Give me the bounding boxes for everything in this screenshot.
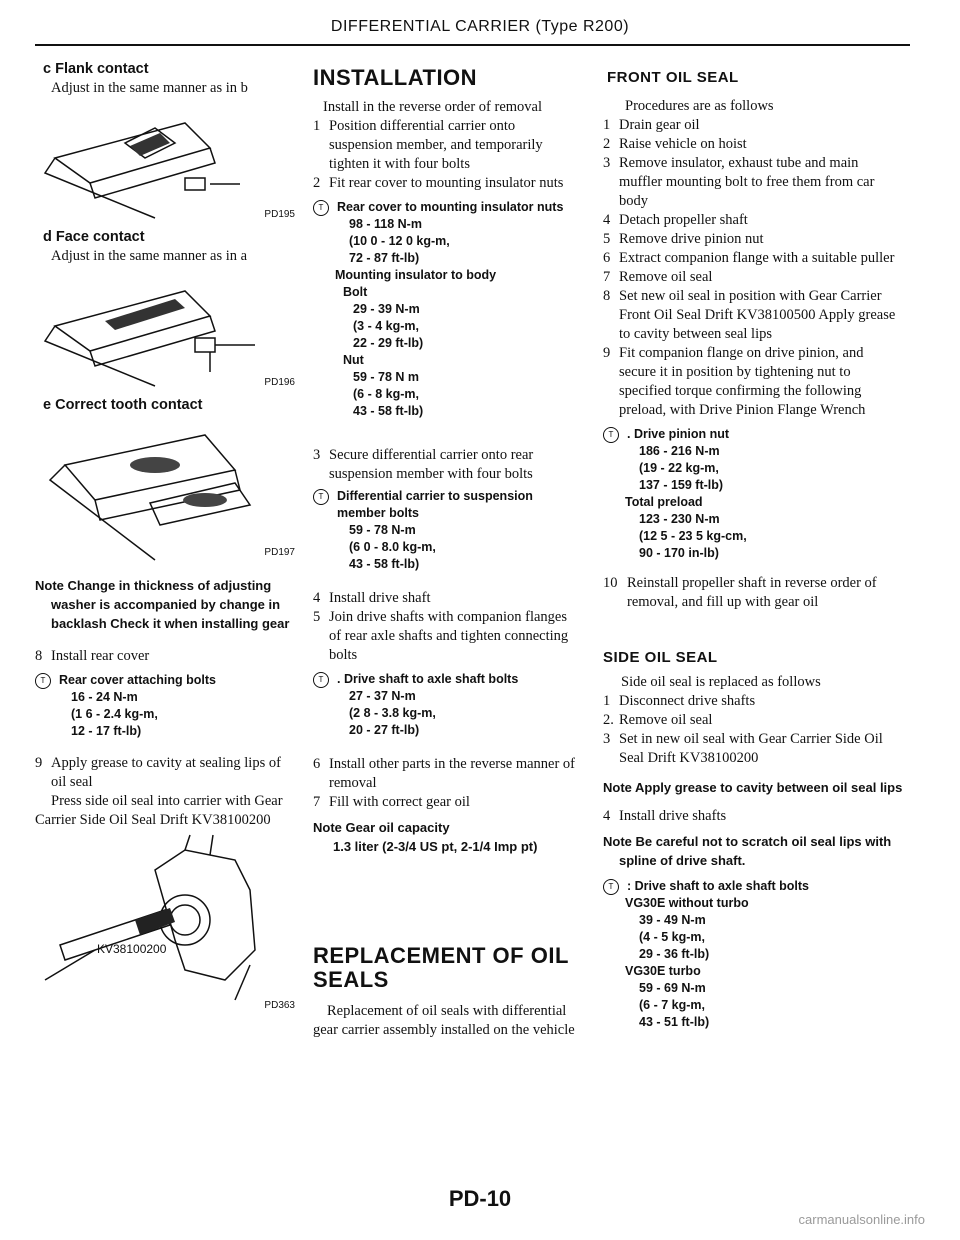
torque-wrench-icon: T [313,200,329,216]
install-intro: Install in the reverse order of removal [323,99,543,115]
front-step-5: 5 Remove drive pinion nut [603,231,764,247]
seal-drift-drawing [35,830,295,1015]
torque-wrench-icon: T [313,489,329,505]
front-step-3: 3 Remove insulator, exhaust tube and main muffler mounting bolt to free them from car body [603,155,875,209]
note-spline: Note Be careful not to scratch oil seal lips with spline of drive shaft. [603,834,892,868]
side-step-2: 2. Remove oil seal [603,712,713,728]
side-step-1: 1 Disconnect drive shafts [603,693,756,709]
tool-label: KV38100200 [97,942,167,956]
install-step-7: 7 Fill with correct gear oil [313,794,470,810]
install-step-5: 5 Join drive shafts with companion flanges of rear axle shafts and tighten connecting bolts [313,609,569,663]
note-oil-capacity-value: 1.3 liter (2-3/4 US pt, 2-1/4 Imp pt) [333,839,538,854]
torque-drive-pinion: T . Drive pinion nut 186 - 216 N-m (19 - 22 kg-m, 137 - 159 ft-lb) Total preload 123 - 230 N-m (12 5 - 23 5 kg-cm, 90 - 170 in-lb) [603,426,903,562]
front-step-10: 10 Reinstall propeller shaft in reverse order of removal, and fill up with gear oil [603,575,877,610]
note-oil-capacity-title: Note Gear oil capacity [313,820,450,835]
torque-side-drive-shaft: T : Drive shaft to axle shaft bolts VG30E without turbo 39 - 49 N-m (4 - 5 kg-m, 29 - 36 ft-lb) VG30E turbo 59 - 69 N-m (6 - 7 kg-m, 43 - 51 ft-lb) [603,878,903,1031]
torque-wrench-icon: T [603,879,619,895]
flank-contact-drawing [35,98,295,228]
front-step-7: 7 Remove oil seal [603,269,713,285]
column-middle [313,60,578,1040]
torque-rear-cover-insulator: T Rear cover to mounting insulator nuts 98 - 118 N-m (10 0 - 12 0 kg-m, 72 - 87 ft-lb) Mounting insulator to body Bolt 29 - 39 N-m (3 - 4 kg-m, 22 - 29 ft-lb) Nut 59 - 78 N m (6 - 8 kg-m, 43 - 58 ft-lb) [313,199,578,420]
d-title: d Face contact [43,229,145,245]
step-9: 9 Apply grease to cavity at sealing lips of oil seal [35,755,281,790]
replacement-text: Replacement of oil seals with differential gear carrier assembly installed on the vehicle [313,1003,575,1038]
torque-wrench-icon: T [313,672,329,688]
correct-contact-drawing [35,415,295,570]
figure-correct-contact [35,415,295,570]
front-intro: Procedures are as follows [625,98,774,114]
note-washer: Note Change in thickness of adjusting washer is accompanied by change in backlash Check it when installing gear [35,578,290,631]
figure-caption: PD195 [264,209,295,220]
install-step-3: 3 Secure differential carrier onto rear suspension member with four bolts [313,447,534,482]
install-step-6: 6 Install other parts in the reverse manner of removal [313,756,576,791]
torque-wrench-icon: T [603,427,619,443]
figure-flank-contact [35,98,295,228]
page-number: PD-10 [448,1186,512,1211]
side-step-4: 4 Install drive shafts [603,808,727,824]
header-rule [35,44,910,46]
figure-caption: PD363 [264,1000,295,1011]
side-step-3: 3 Set in new oil seal with Gear Carrier Side Oil Seal Drift KV38100200 [603,731,883,766]
front-step-2: 2 Raise vehicle on hoist [603,136,747,152]
front-step-9: 9 Fit companion flange on drive pinion, and secure it in position by tightening nut to specified torque confirming the following preload, with Drive Pinion Flange Wrench [603,345,866,418]
figure-face-contact [35,266,295,396]
press-text: Press side oil seal into carrier with Gear Carrier Side Oil Seal Drift KV38100200 [35,793,283,828]
heading-side-oil-seal: SIDE OIL SEAL [603,649,718,666]
e-title: e Correct tooth contact [43,397,203,413]
heading-installation: INSTALLATION [313,65,478,90]
install-step-4: 4 Install drive shaft [313,590,431,606]
figure-seal-drift [35,830,295,1015]
page-header: DIFFERENTIAL CARRIER (Type R200) [330,18,630,35]
c-title: c Flank contact [43,61,149,77]
torque-wrench-icon: T [35,673,51,689]
torque-rear-cover: T Rear cover attaching bolts 16 - 24 N-m (1 6 - 2.4 kg-m, 12 - 17 ft-lb) [35,672,295,740]
c-text: Adjust in the same manner as in b [51,80,248,96]
front-step-1: 1 Drain gear oil [603,117,700,133]
d-text: Adjust in the same manner as in a [51,248,248,264]
torque-drive-shaft: T . Drive shaft to axle shaft bolts 27 - 37 N-m (2 8 - 3.8 kg-m, 20 - 27 ft-lb) [313,671,578,739]
heading-front-oil-seal: FRONT OIL SEAL [607,69,739,86]
install-step-1: 1 Position differential carrier onto suspension member, and temporarily tighten it with four bolts [313,118,543,172]
install-step-2: 2 Fit rear cover to mounting insulator nuts [313,175,564,191]
front-step-8: 8 Set new oil seal in position with Gear Carrier Front Oil Seal Drift KV38100500 Apply grease to cavity between seal lips [603,288,896,342]
watermark: carmanualsonline.info [798,1212,925,1227]
heading-replacement: REPLACEMENT OF OIL SEALS [313,943,569,992]
figure-caption: PD196 [264,377,295,388]
column-right [603,60,903,1031]
front-step-6: 6 Extract companion flange with a suitable puller [603,250,895,266]
figure-caption: PD197 [264,547,295,558]
side-intro: Side oil seal is replaced as follows [621,674,821,690]
face-contact-drawing [35,266,295,396]
note-grease: Note Apply grease to cavity between oil seal lips [603,780,903,795]
step-8: 8 Install rear cover [35,648,150,664]
torque-carrier-member: T Differential carrier to suspension member bolts 59 - 78 N-m (6 0 - 8.0 kg-m, 43 - 58 ft-lb) [313,488,578,573]
column-left [35,60,295,1015]
front-step-4: 4 Detach propeller shaft [603,212,748,228]
